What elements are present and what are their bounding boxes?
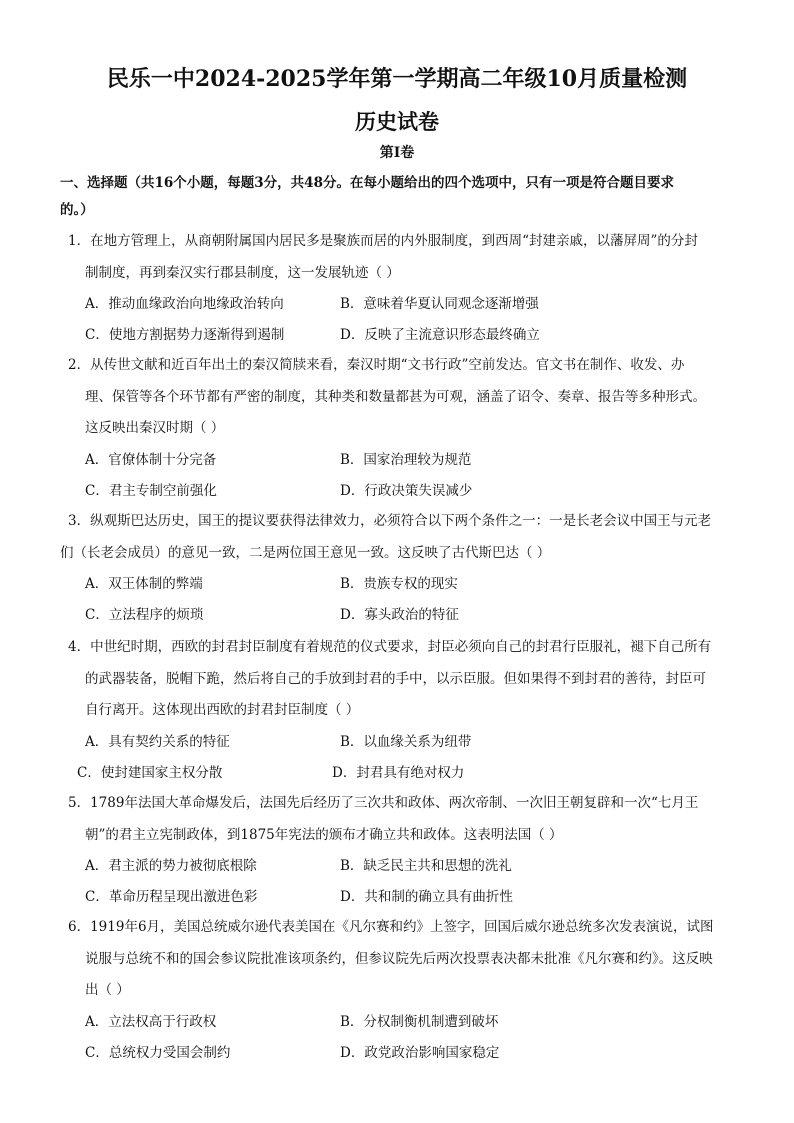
question-2-option-a[interactable]: A．官僚体制十分完备 [85, 451, 217, 468]
question-4-option-a[interactable]: A．具有契约关系的特征 [85, 733, 230, 750]
question-1 [60, 226, 740, 351]
question-6-option-d[interactable]: D．政党政治影响国家稳定 [340, 1044, 500, 1061]
question-5-option-b[interactable]: B．缺乏民主共和思想的洗礼 [340, 858, 512, 874]
question-1-option-c[interactable]: C．使地方割据势力逐渐得到遏制 [85, 327, 285, 343]
question-2-options [60, 445, 740, 507]
question-6-line2: 说服与总统不和的国会参议院批准该项条约，但参议院先后两次投票表决都未批准《凡尔赛和约》。这反映 [85, 950, 713, 967]
question-5 [60, 788, 740, 913]
question-3-option-c[interactable]: C．立法程序的烦琐 [85, 607, 204, 623]
question-1-line2: 制制度，再到秦汉实行郡县制度，这一发展轨迹（ ） [85, 264, 400, 281]
question-3-option-d[interactable]: D．寡头政治的特征 [340, 607, 459, 623]
question-5-options [60, 851, 740, 913]
question-5-line2: 朝”的君主立宪制政体，到1875年宪法的颁布才确立共和政体。这表明法国（ ） [85, 826, 563, 843]
question-4-line3: 自行离开。这体现出西欧的封君封臣制度（ ） [85, 702, 360, 718]
question-2-line3: 这反映出秦汉时期（ ） [85, 420, 225, 436]
question-6-line1: 6．1919年6月，美国总统威尔逊代表美国在《凡尔赛和约》上签字，回国后威尔逊总统多次发表演说，试图 [68, 919, 714, 935]
question-6-option-a[interactable]: A．立法权高于行政权 [85, 1013, 217, 1030]
question-6-line3: 出（ ） [85, 982, 130, 998]
question-4-option-b[interactable]: B．以血缘关系为纽带 [340, 733, 472, 750]
question-3 [60, 506, 740, 631]
section-instructions [60, 170, 740, 224]
question-2-option-c[interactable]: C．君主专制空前强化 [85, 482, 217, 499]
question-3-option-a[interactable]: A．双王体制的弊端 [85, 576, 203, 592]
question-5-option-c[interactable]: C．革命历程呈现出激进色彩 [85, 889, 258, 905]
question-1-line1: 1．在地方管理上，从商朝附属国内居民多是聚族而居的内外服制度，到西周“封建亲戚，以藩屏周”的分封 [68, 233, 698, 249]
question-3-line2: 们（长老会成员）的意见一致，二是两位国王意见一致。这反映了古代斯巴达（ ） [60, 544, 551, 561]
question-3-line1: 3．纵观斯巴达历史，国王的提议要获得法律效力，必须符合以下两个条件之一：一是长老会议中国王与元老 [68, 513, 712, 529]
question-5-line1: 5．1789年法国大革命爆发后，法国先后经历了三次共和政体、两次帝制、一次旧王朝复辟和一次“七月王 [68, 795, 699, 811]
question-6-option-c[interactable]: C．总统权力受国会制约 [85, 1044, 231, 1061]
question-2-option-b[interactable]: B．国家治理较为规范 [340, 451, 472, 468]
question-2 [60, 350, 740, 507]
question-3-options [60, 569, 740, 631]
question-1-option-b[interactable]: B．意味着华夏认同观念逐渐增强 [340, 296, 539, 312]
question-5-option-a[interactable]: A．君主派的势力被彻底根除 [85, 858, 257, 874]
question-4-options [60, 727, 740, 789]
section-instructions-line1: 一、选择题（共16个小题，每题3分，共48分。在每小题给出的四个选项中，只有一项是符合题目要求 [60, 175, 674, 191]
question-1-option-a[interactable]: A．推动血缘政治向地缘政治转向 [85, 296, 284, 312]
question-3-option-b[interactable]: B．贵族专权的现实 [340, 576, 458, 592]
question-4-line1: 4．中世纪时期，西欧的封君封臣制度有着规范的仪式要求，封臣必须向自己的封君行臣服礼，褪下自己所有 [68, 639, 712, 655]
question-6-option-b[interactable]: B．分权制衡机制遭到破坏 [340, 1013, 499, 1030]
question-1-options [60, 289, 740, 351]
volume-label: 第I卷 [379, 145, 415, 161]
question-4-option-d[interactable]: D．封君具有绝对权力 [332, 764, 465, 781]
question-4-line2: 的武器装备，脱帽下跪，然后将自己的手放到封君的手中，以示臣服。但如果得不到封君的善待，封臣可 [85, 670, 706, 687]
question-4 [60, 632, 740, 789]
question-2-line1: 2．从传世文献和近百年出土的秦汉简牍来看，秦汉时期“文书行政”空前发达。官文书在制作、收发、办 [68, 357, 685, 373]
exam-subtitle: 历史试卷 [355, 109, 439, 134]
exam-title: 民乐一中2024-2025学年第一学期高二年级10月质量检测 [106, 66, 688, 92]
question-5-option-d[interactable]: D．共和制的确立具有曲折性 [340, 889, 513, 905]
question-6-options [60, 1007, 740, 1069]
question-6 [60, 912, 740, 1069]
section-instructions-line2: 的。） [60, 202, 94, 218]
question-2-line2: 理、保管等各个环节都有严密的制度，其种类和数量都甚为可观，涵盖了诏令、奏章、报告等多种形式。 [85, 388, 706, 405]
question-4-option-c[interactable]: C．使封建国家主权分散 [77, 764, 223, 781]
question-1-option-d[interactable]: D．反映了主流意识形态最终确立 [340, 327, 540, 343]
question-2-option-d[interactable]: D．行政决策失误减少 [340, 482, 473, 499]
